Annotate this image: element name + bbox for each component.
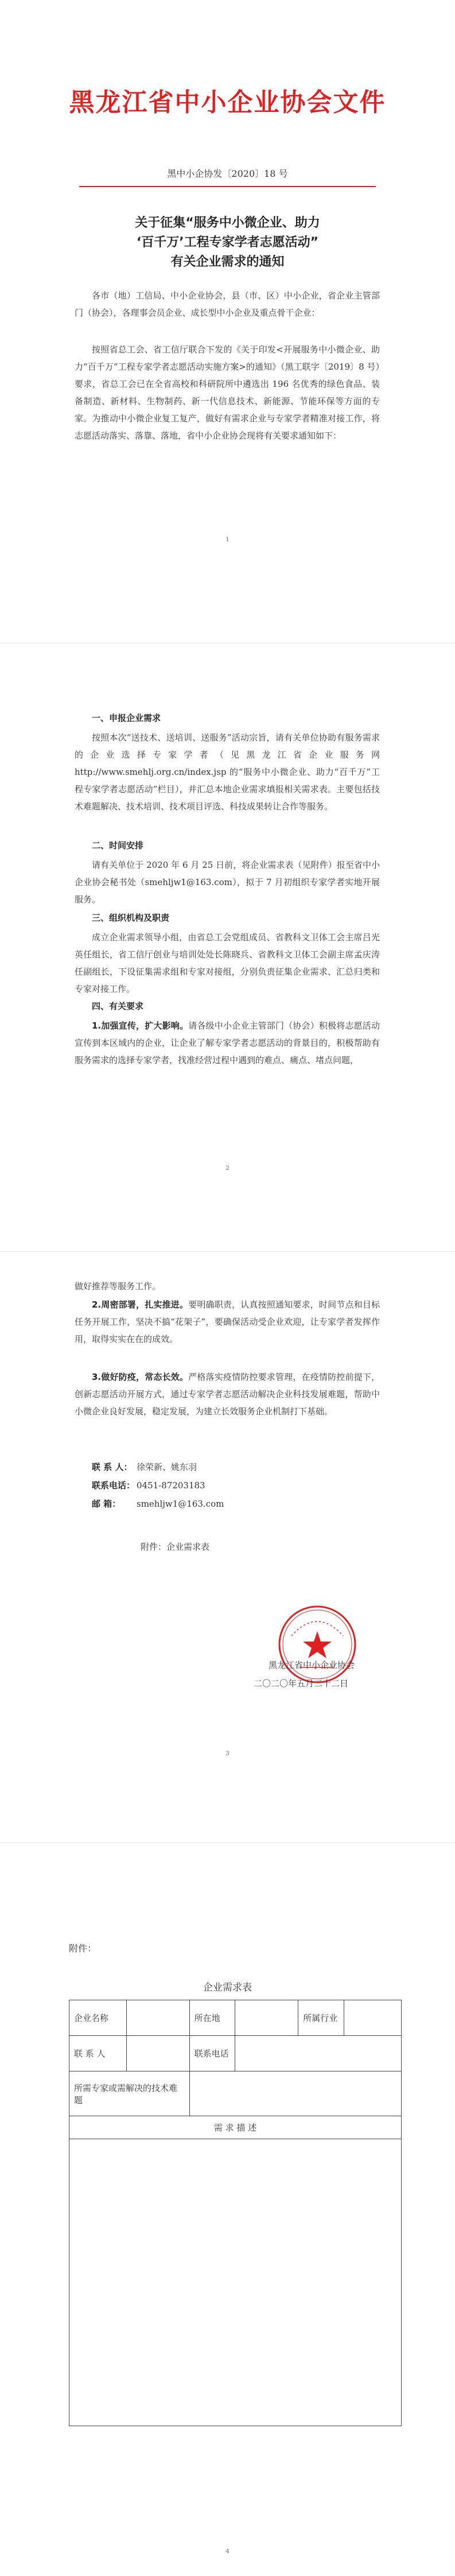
section-2-text: 请有关单位于 2020 年 6 月 25 日前，将企业需求表（见附件）报至省中小企业协会秘书处（smehljw1@163.com），拟于 7 月初组织专家学者实地开展服务。 bbox=[75, 860, 380, 905]
contact-phone-label: 联系电话： bbox=[92, 1480, 135, 1491]
industry-label: 所属行业 bbox=[298, 2000, 344, 2036]
section-2-heading: 二、时间安排 bbox=[92, 840, 144, 851]
requirement-2 bbox=[75, 1296, 380, 1348]
requirement-1 bbox=[75, 1017, 380, 1069]
org-header-title: 黑龙江省中小企业协会文件 bbox=[69, 88, 386, 117]
requirement-2-text: 要明确职责，认真按照通知要求，时间节点和目标任务开展工作，坚决不搞“花架子”，要确保活动受企业欢迎，让专家学者发挥作用，取得实实在在的成效。 bbox=[75, 1299, 380, 1344]
location-cell[interactable] bbox=[235, 2000, 298, 2036]
enterprise-requirement-table bbox=[69, 2000, 402, 2426]
company-name-label: 企业名称 bbox=[69, 2000, 127, 2036]
notice-title bbox=[86, 214, 369, 272]
requirement-3 bbox=[75, 1368, 380, 1420]
industry-cell[interactable] bbox=[344, 2000, 402, 2036]
requirement-2-lead: 2.周密部署，扎实推进。 bbox=[92, 1299, 189, 1310]
company-name-cell[interactable] bbox=[126, 2000, 189, 2036]
attachment-note: 附件：企业需求表 bbox=[141, 1542, 210, 1552]
document-number: 黑中小企协发〔2020〕18 号 bbox=[167, 168, 288, 179]
signature-organization: 黑龙江省中小企业协会 bbox=[269, 1660, 355, 1670]
contact-phone-label: 联系电话 bbox=[189, 2036, 235, 2071]
addressee: 各市（地）工信局、中小企业协会，县（市、区）中小企业，省企业主管部门（协会），各理事会员企业、成长型中小企业及重点骨干企业： bbox=[75, 290, 380, 318]
contact-person-label: 联 系 人： bbox=[92, 1462, 133, 1472]
section-3-heading: 三、组织机构及职责 bbox=[92, 913, 170, 923]
contact-person-row bbox=[92, 1458, 224, 1476]
section-3-text: 成立企业需求领导小组，由省总工会党组成员、省教科文卫体工会主席吕光英任组长，省工信厅创业与培训处处长陈晓兵、省教科文卫体工会副主席孟庆涛任副组长，下设征集需求组和专家对接组，分别负责征集企业需求、汇总归类和专家对接工作。 bbox=[75, 932, 380, 994]
section-1-heading: 一、申报企业需求 bbox=[92, 713, 161, 723]
page-number-2: 2 bbox=[225, 1165, 230, 1171]
header-red-divider bbox=[79, 186, 376, 187]
page-number-3: 3 bbox=[225, 1751, 230, 1757]
page-separator bbox=[0, 1251, 455, 1252]
contact-phone-cell[interactable] bbox=[235, 2036, 402, 2071]
section-1-text: 按照本次“送技术、送培训、送服务”活动宗旨，请有关单位协助有服务需求的企业选择专家学者（见黑龙江省企业服务网 http://www.smehlj.org.cn/index.jsp 的“服务中小微企业、助力“百千万”工程专家学者志愿活动”栏目），并汇总本地企业需求填报相关需求表。主要包括技术难题解决、技术培训、技术项目评选、科技成果转让合作等服务。 bbox=[75, 732, 380, 812]
section-4-heading: 四、有关要求 bbox=[92, 1001, 144, 1011]
table-row bbox=[69, 2139, 402, 2426]
location-label: 所在地 bbox=[189, 2000, 235, 2036]
intro-paragraph: 按照省总工会、省工信厅联合下发的《关于印发<开展服务中小微企业、助力“百千万”工程专家学者志愿活动实施方案>的通知》（黑工联字〔2019〕8 号）要求，省总工会已在全省高校和科研院所中遴选出 196 名优秀的绿色食品、装备制造、新材料、生物制药、新一代信息技术、新能源、节能环保等方面的专家。为推动中小微企业复工复产，做好有需求企业与专家学者精准对接工作，将志愿活动落实、落靠、落地，省中小企业协会现将有关要求通知如下： bbox=[75, 344, 380, 441]
requirement-description-header: 需 求 描 述 bbox=[69, 2116, 402, 2139]
notice-title-line-2: ‘百千万’工程专家学者志愿活动” bbox=[136, 235, 319, 250]
page-number-1: 1 bbox=[225, 537, 230, 543]
requirement-3-text: 严格落实疫情防控要求管理，在疫情防控前提下，创新志愿活动开展方式，通过专家学者志愿活动解决企业科技发展难题，帮助中小微企业良好发展，稳定发展，为建立长效服务企业机制打下基础。 bbox=[75, 1372, 380, 1417]
tech-problem-cell[interactable] bbox=[189, 2071, 401, 2116]
requirement-description-cell[interactable] bbox=[69, 2139, 402, 2426]
requirement-table-title: 企业需求表 bbox=[203, 1982, 252, 1993]
contact-email-label: 邮 箱： bbox=[92, 1499, 121, 1509]
page-separator bbox=[0, 1842, 455, 1843]
requirement-1-lead: 1.加强宣传，扩大影响。 bbox=[92, 1021, 189, 1031]
signature-date: 二〇二〇年五月二十二日 bbox=[254, 1678, 349, 1689]
contact-block bbox=[92, 1458, 224, 1513]
notice-title-line-1: 关于征集“服务中小微企业、助力 bbox=[135, 216, 320, 230]
annex-label: 附件： bbox=[69, 1943, 97, 1954]
contact-email-row bbox=[92, 1495, 224, 1513]
requirement-1-continued: 做好推荐等服务工作。 bbox=[75, 1281, 161, 1291]
table-row bbox=[69, 2000, 402, 2036]
table-row bbox=[69, 2071, 402, 2116]
contact-phone-value: 0451-87203183 bbox=[137, 1480, 205, 1491]
page-number-4: 4 bbox=[225, 2548, 230, 2555]
requirement-3-lead: 3.做好防疫，常态长效。 bbox=[92, 1372, 189, 1382]
tech-problem-label: 所需专家或需解决的技术难题 bbox=[69, 2071, 190, 2116]
requirement-1-text: 请各级中小企业主管部门（协会）积极将志愿活动宣传到本区域内的企业，让企业了解专家学者志愿活动的背景目的，积极帮助有服务需求的选择专家学者，找准经营过程中遇到的难点、痛点、堵点问题， bbox=[75, 1021, 380, 1065]
notice-title-line-3: 有关企业需求的通知 bbox=[170, 255, 285, 269]
table-row bbox=[69, 2036, 402, 2071]
contact-person-cell[interactable] bbox=[126, 2036, 189, 2071]
contact-person-label: 联 系 人 bbox=[69, 2036, 127, 2071]
contact-phone-row bbox=[92, 1476, 224, 1495]
table-row bbox=[69, 2116, 402, 2139]
contact-person-value: 徐荣新、姚东羽 bbox=[137, 1462, 197, 1472]
contact-email-value: smehljw1@163.com bbox=[137, 1499, 224, 1509]
official-seal-icon bbox=[274, 1601, 360, 1687]
